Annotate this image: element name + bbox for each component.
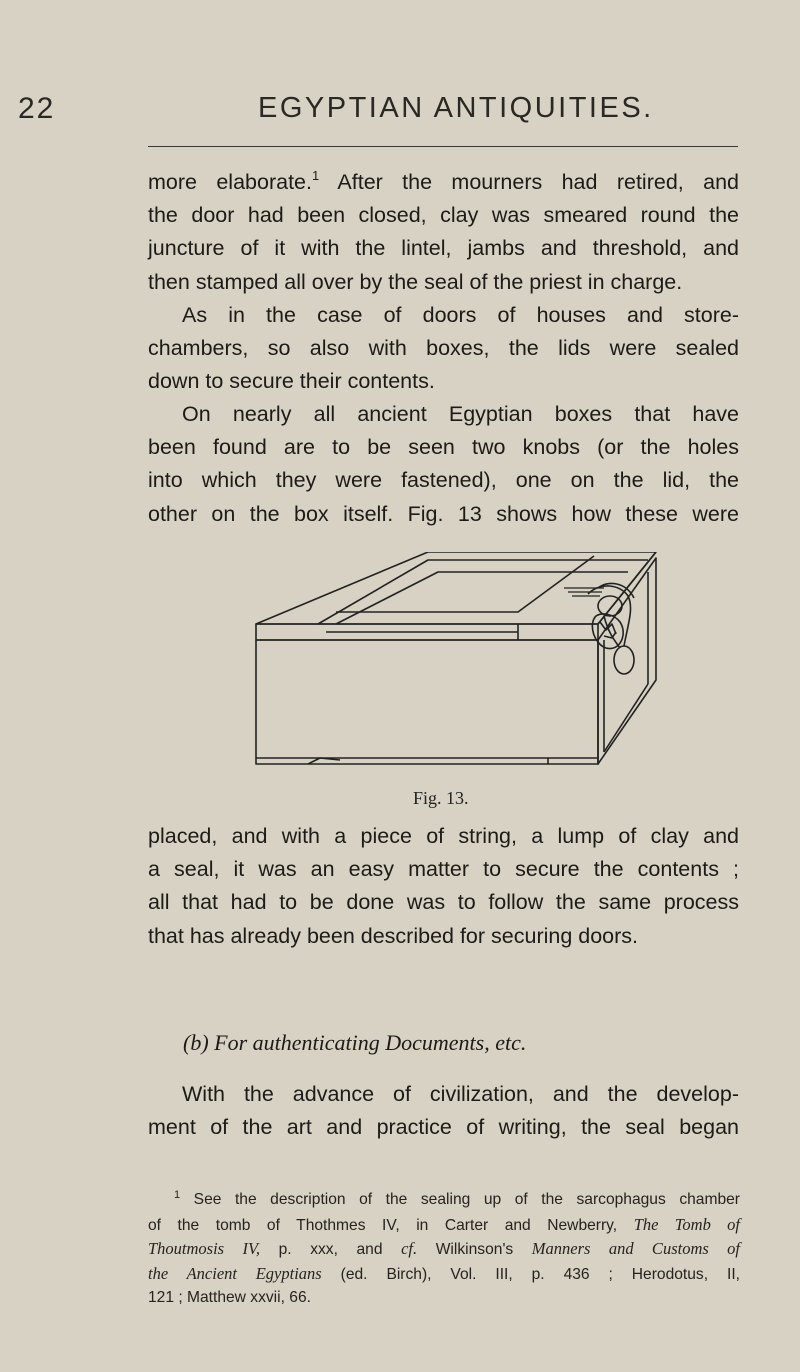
subheading-marker: (b)	[183, 1030, 209, 1055]
footnote-line: $^1$ See the description of the sealing up of the sarcophagus chamber	[174, 1189, 740, 1208]
running-title: EGYPTIAN ANTIQUITIES.	[258, 92, 654, 124]
text-line: juncture of it with the lintel, jambs and threshold, and	[148, 236, 739, 261]
figure-caption: Fig. 13.	[413, 788, 469, 808]
footnote-line: the Ancient Egyptians (ed. Birch), Vol. III, p. 436 ; Herodotus, II,	[148, 1263, 740, 1283]
figure-13-sealed-box	[248, 552, 668, 784]
page-number: 22	[18, 92, 56, 125]
text-line: On nearly all ancient Egyptian boxes that have	[182, 402, 739, 426]
header-rule	[148, 146, 738, 147]
text-line: a seal, it was an easy matter to secure the contents ;	[148, 857, 739, 882]
text-line: placed, and with a piece of string, a lump of clay and	[148, 824, 739, 848]
clay-lump	[592, 614, 623, 649]
box-knob	[614, 646, 634, 674]
paragraph-3	[148, 398, 739, 531]
text-line: chambers, so also with boxes, the lids were sealed	[148, 336, 739, 361]
paragraph-2	[148, 299, 739, 399]
section-subheading	[183, 1030, 526, 1056]
text-line: been found are to be seen two knobs (or the holes	[148, 435, 739, 460]
paragraph-5	[148, 1078, 739, 1144]
footnote-mark: 1	[174, 1189, 181, 1201]
footnote-line: of the tomb of Thothmes IV, in Carter and Newberry, The Tomb of	[148, 1214, 740, 1234]
box-front	[256, 640, 598, 764]
text-line: more elaborate.$^1$ After the mourners had retired, and	[148, 168, 739, 194]
footnote	[148, 1188, 740, 1311]
text-line: ment of the art and practice of writing, the seal began	[148, 1115, 739, 1140]
text-line: the door had been closed, clay was smeared round the	[148, 203, 739, 228]
text-line: all that had to be done was to follow the same process	[148, 890, 739, 915]
paragraph-1	[148, 166, 739, 299]
footnote-line: 121 ; Matthew xxvii, 66.	[148, 1289, 311, 1306]
text-line: down to secure their contents.	[148, 369, 435, 394]
text-line: With the advance of civilization, and the develop-	[182, 1082, 739, 1106]
footnote-ref: 1	[311, 168, 320, 183]
text-line: that has already been described for securing doors.	[148, 923, 639, 948]
paragraph-4	[148, 820, 739, 953]
text-line: then stamped all over by the seal of the priest in charge.	[148, 269, 683, 294]
subheading-text: For authenticating Documents, etc.	[214, 1030, 527, 1055]
text-line: As in the case of doors of houses and store-	[182, 303, 739, 327]
text-line: into which they were fastened), one on the lid, the	[148, 468, 739, 493]
footnote-line: Thoutmosis IV, p. xxx, and cf. Wilkinson's Manners and Customs of	[148, 1239, 740, 1258]
text-line: other on the box itself. Fig. 13 shows how these were	[148, 501, 739, 526]
page-header	[0, 92, 800, 132]
lid-knob	[598, 596, 622, 616]
